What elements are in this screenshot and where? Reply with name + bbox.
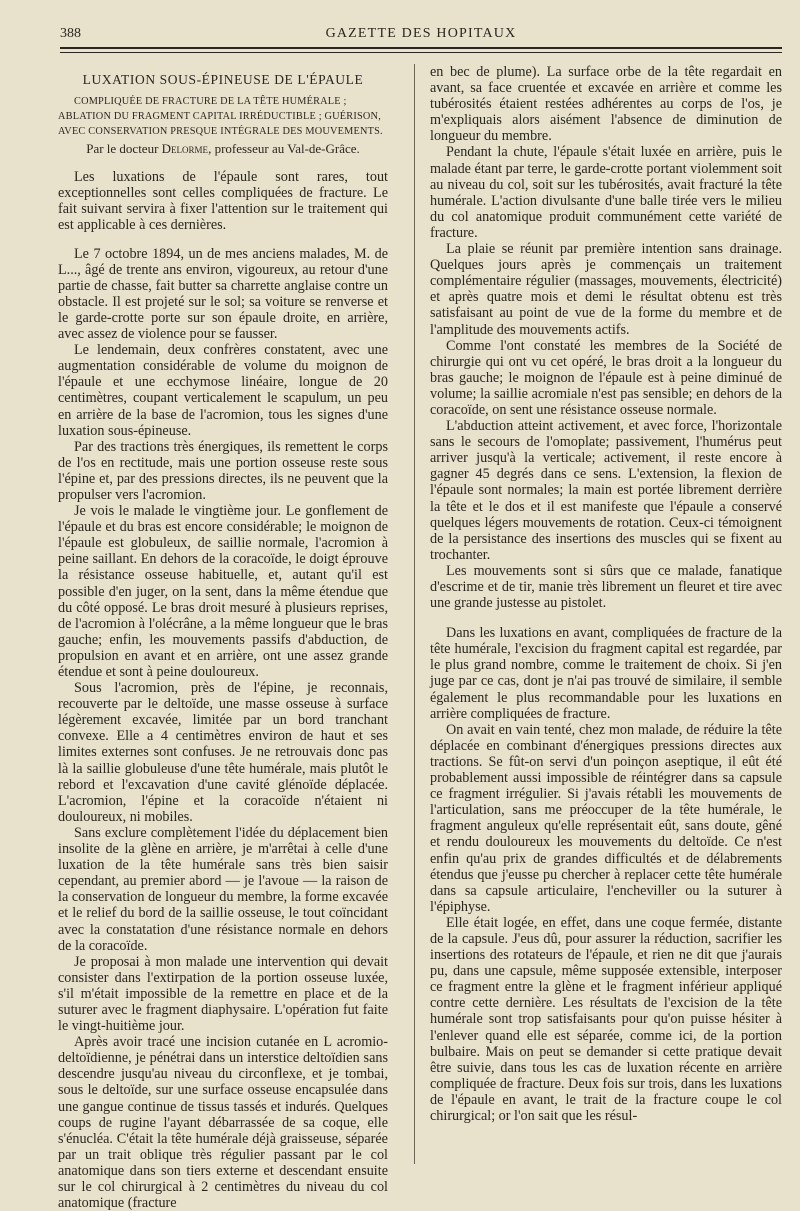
column-divider (414, 64, 415, 1164)
paragraph: Je vois le malade le vingtième jour. Le gonflement de l'épaule et du bras est encore considérable; le moignon de l'épaule est globuleux, de saillie normale, l'acromion à peine saillant. En dehors de la coracoïde, le doigt éprouve la résistance osseuse habituelle, et, autant qu'il est possible d'en juger, on la sent, dans la même étendue que du côté opposé. Le bras droit mesuré à plusieurs reprises, de l'acromion à l'olécrâne, a la même longueur que le bras gauche; enfin, les mouvements passifs d'abduction, de propulsion en avant et en arrière, ont une assez grande étendue et sont à peine douloureux. (58, 503, 388, 680)
article-title: LUXATION SOUS-ÉPINEUSE DE L'ÉPAULE (82, 72, 364, 87)
paragraph: Après avoir tracé une incision cutanée en L acromio-deltoïdienne, je pénétrai dans un interstice deltoïdien sans descendre jusqu'au niveau du circonflexe, et je tombai, sous le deltoïde, sur une surface osseuse encapsulée dans une gangue continue de tissus tassés et indurés. Quelques coups de rugine l'ayant débarrassée de sa coque, elle s'énucléa. C'était la tête humérale déjà graisseuse, séparée par un trait oblique très régulier passant par le col anatomique dans son tiers externe et descendant ensuite sur le col chirurgical à 2 centimètres du niveau du col anatomique (fracture (58, 1034, 388, 1211)
byline (58, 141, 388, 157)
paragraph: Comme l'ont constaté les membres de la Société de chirurgie qui ont vu cet opéré, le bras droit a la longueur du bras gauche; le moignon de l'épaule est à peine diminué de volume; la saillie acromiale n'est pas sensible; en dehors de la coracoïde, on sent une résistance osseuse normale. (430, 337, 782, 418)
page-number: 388 (60, 26, 81, 41)
paragraph: L'abduction atteint activement, et avec force, l'horizontale sans le secours de l'omoplate; passivement, l'humérus peut arriver jusqu'à la verticale; activement, il reste encore à gagner 45 degrés dans ce sens. L'extension, la flexion de l'épaule sont normales; la main est portée librement derrière la tête et le dos et il est manifeste que l'épaule a conservé quelques légers mouvements de rotation. Ceux-ci témoignent de la persistance des insertions des muscles qui se fixent au trochanter. (430, 418, 782, 563)
paragraph: Sans exclure complètement l'idée du déplacement bien insolite de la glène en arrière, je m'arrêtai à celle d'une luxation de la tête humérale sans très bien saisir cependant, au premier abord — je l'avoue — la raison de la conservation de longueur du membre, la forme excavée et le relief du bord de la saillie osseuse, le tout coïncidant avec la constatation d'une résistance normale en dehors de la coracoïde. (58, 824, 388, 954)
journal-title: GAZETTE DES HOPITAUX (325, 26, 517, 41)
left-column (58, 64, 388, 1211)
paragraph: Je proposai à mon malade une intervention qui devait consister dans l'extirpation de la portion osseuse luxée, s'il m'était impossible de la remettre en place et de la suturer avec le fragment diaphysaire. L'opération fut faite le vingt-huitième jour. (58, 953, 388, 1035)
byline-prefix: Par le docteur (86, 141, 159, 157)
paragraph: Le lendemain, deux confrères constatent, avec une augmentation considérable de volume du moignon de l'épaule et une ecchymose linéaire, longue de 20 centimètres, coupant verticalement le scapulum, un peu en arrière de la base de l'acromion, tous les signes d'une luxation sous-épineuse. (58, 342, 388, 439)
article-subtitle: COMPLIQUÉE DE FRACTURE DE LA TÊTE HUMÉRALE ; ABLATION DU FRAGMENT CAPITAL IRRÉDUCTIBLE ; GUÉRISON, AVEC CONSERVATION PRESQUE INTÉGRALE DES MOUVEMENTS. (58, 96, 383, 138)
paragraph: Pendant la chute, l'épaule s'était luxée en arrière, puis le malade étant par terre, le garde-crotte portant violemment soit au niveau du col, soit sur les tubérosités, avait fracturé la tête humérale. L'action divulsante d'une balle tirée vers le milieu du col anatomique produit communément cette variété de fracture. (430, 144, 782, 241)
paragraph: Les mouvements sont si sûrs que ce malade, fanatique d'escrime et de tir, manie très librement un fleuret et tire avec une grande justesse au pistolet. (430, 562, 782, 612)
header-rule-thin (60, 52, 782, 53)
section-gap (58, 234, 388, 246)
paragraph: La plaie se réunit par première intention sans drainage. Quelques jours après je commençais un traitement complémentaire régulier (massages, mouvements, électricité) et après quatre mois et demi le résultat obtenu est très satisfaisant au point de vue de la forme du membre et de l'amplitude des mouvements actifs. (430, 241, 782, 338)
paragraph: Sous l'acromion, près de l'épine, je reconnais, recouverte par le deltoïde, une masse osseuse à surface légèrement excavée, limitée par un bord tranchant convexe. Elle a 4 centimètres environ de haut et ses limites externes sont confuses. Je ne retrouvais donc pas là la saillie globuleuse d'une tête humérale, mais plutôt le rebord et l'excavation d'une cavité glénoïde déplacée. L'acromion, l'épine et la coracoïde n'étaient ni douloureux, ni mobiles. (58, 680, 388, 825)
paragraph: en bec de plume). La surface orbe de la tête regardait en avant, sa face cruentée et excavée en arrière et comme les tubérosités étaient restées adhérentes au corps de l'os, je m'expliquais alors aisément l'absence de diminution de longueur du membre. (430, 64, 782, 145)
author-name: Delorme (161, 141, 209, 157)
right-column (430, 64, 782, 1164)
paragraph: Le 7 octobre 1894, un de mes anciens malades, M. de L..., âgé de trente ans environ, vigoureux, au retour d'une partie de chasse, fait butter sa charrette anglaise contre un obstacle. Il est projeté sur le sol; sa voiture se renverse et le garde-crotte porte sur son épaule droite, en arrière, avec assez de violence pour se fausser. (58, 245, 388, 343)
header-rule-thick (60, 47, 782, 49)
paragraph: Les luxations de l'épaule sont rares, tout exceptionnelles sont celles compliquées de fracture. Le fait suivant servira à fixer l'attention sur le traitement qui est applicable à ces dernières. (58, 169, 388, 234)
byline-suffix: , professeur au Val-de-Grâce. (208, 141, 360, 157)
paragraph: Par des tractions très énergiques, ils remettent le corps de l'os en rectitude, mais une portion osseuse reste sous l'épine et, par des pressions directes, ils ne peuvent que la propulser vers l'acromion. (58, 438, 388, 503)
paragraph: Elle était logée, en effet, dans une coque fermée, distante de la capsule. J'eus dû, pour assurer la réduction, sacrifier les insertions des rotateurs de l'épaule, et rien ne dit que j'aurais pu, dans une capsule, même supposée extensible, interposer ce fragment entre la glène et le fragment inférieur appliqué contre cette dernière. Les résultats de l'excision de la tête humérale sont trop satisfaisants pour qu'on puisse hésiter à l'enlever quand elle est séparée, comme ici, de la portion bulbaire. Mais on peut se demander si cette pratique devait être suivie, dans tous les cas de luxation récente en arrière compliquée de fracture. Deux fois sur trois, dans les luxations de l'épaule en avant, le trait de la fracture coupe le col chirurgical; or l'on sait que les résul- (430, 914, 782, 1124)
running-header (60, 26, 782, 46)
paragraph: On avait en vain tenté, chez mon malade, de réduire la tête déplacée en combinant d'énergiques pressions directes aux tractions. Se fût-on servi d'un poinçon aseptique, il eût été probablement aussi impossible de réintégrer dans sa capsule ce fragment irrégulier. Si j'avais rétabli les mouvements de l'articulation, sans me préoccuper de la tête humérale, le fragment anguleux qu'elle représentait eût, sans doute, gêné et rendu douloureux les mouvements du deltoïde. Ce n'est enfin qu'au prix de grandes difficultés et de délabrements étendus que j'eusse pu chercher à replacer cette tête humérale dans sa capsule articulaire, l'encheviller ou la suturer à l'épiphyse. (430, 721, 782, 915)
paragraph: Dans les luxations en avant, compliquées de fracture de la tête humérale, l'excision du fragment capital est regardée, par le plus grand nombre, comme le traitement de choix. Si j'en juge par ce cas, dont je n'ai pas trouvé de similaire, il semble également le plus recommandable pour les luxations en arrière compliquées de fracture. (430, 625, 782, 722)
